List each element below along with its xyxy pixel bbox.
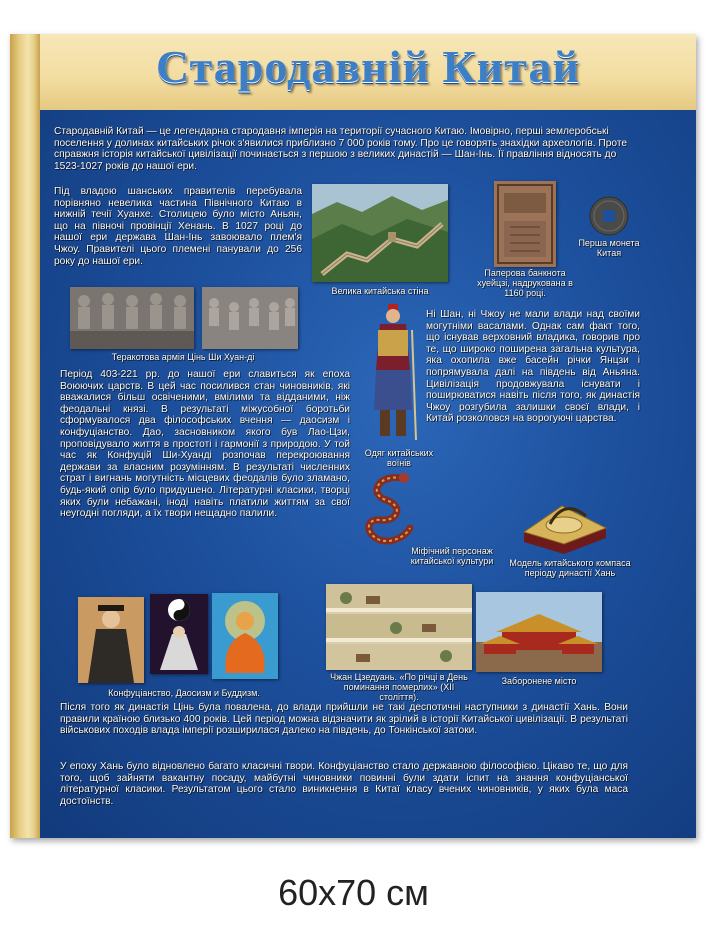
han-text-1: Після того як династія Цінь була повалена, до влади прийшли не такі деспотичні наступники з династії Хань. Вони правили країною близько 400 років. Цей період можна відзначити як зрілий в історії Китайської цивілізації. В результаті військових походів влада імперії розширилася далеко на південь, до Тонкінської затоки.	[60, 702, 628, 737]
warrior-figure	[366, 300, 420, 450]
laozi-image	[150, 594, 208, 674]
religions-caption: Конфуціанство, Даосизм и Буддизм.	[108, 688, 260, 698]
forbidden-city-image	[476, 592, 602, 672]
coin-caption: Перша монета Китая	[578, 238, 640, 258]
scroll-painting-caption: Чжан Цзедуань. «По річці в День поминання померлих» (XII століття).	[330, 672, 468, 702]
coin-image	[589, 196, 629, 236]
buddha-image	[212, 593, 278, 679]
size-label: 60x70 см	[278, 872, 429, 913]
dragon-caption: Міфічний персонаж китайської культури	[410, 546, 494, 566]
terracotta-image-right	[202, 287, 298, 349]
dragon-image	[358, 470, 420, 548]
compass-image	[516, 478, 612, 558]
banknote-caption: Паперова банкнота хуейцзі, надрукована в 1160 році.	[477, 268, 573, 298]
great-wall-image	[312, 184, 448, 282]
poster-title: Стародавній Китай	[156, 41, 580, 92]
zhou-text: Ні Шан, ні Чжоу не мали влади над своїми могутніми васалами. Однак сам факт того, що існував верховний владика, говорив про те, що широко поширена загальна культура, яка охопила вже басейн річки Янцзи і попрямувала далі на південь від Аньяна. Цивілізація продовжувала існувати і поширюватися навіть після того, як династія Чжоу розгубила залишки своєї влади, і Китай розколовся на ворогуючі царства.	[426, 309, 640, 425]
terracotta-caption: Теракотова армія Цінь Ши Хуан-ді	[111, 352, 255, 362]
great-wall-caption: Велика китайська стіна	[331, 286, 429, 296]
compass-caption: Модель китайського компаса періоду династії Хань	[509, 558, 631, 578]
warring-states-text: Період 403-221 рр. до нашої ери славиться як епоха Воюючих царств. В цей час посилився стан чиновників, які вважалися більш освіченими, вмілими та відданими, ніж феодальні князі. В результаті міжусобної боротьби сформувалося два філософських вчення — даосизм і конфуціанство. Дао, засновником якого був Лао-Цзи, проповідувало життя в простоті і гармонії з природою. У той час як Конфуцій Ши-Хуанді розпочав перекроювання держави за власним розумінням. В результаті численних страт і вигнань могутність місцевих феодалів було зламано, будь-який опір було придушено. Літературні класики, творці яких були небажані, іноді навіть платили життям за свої неугодні погляди, а їх твори нещадно палили.	[60, 369, 350, 520]
terracotta-image-left	[70, 287, 194, 349]
confucius-image	[78, 597, 144, 683]
clothing-caption: Одяг китайських воїнів	[364, 448, 434, 468]
han-text-2: У епоху Хань було відновлено багато класичні твори. Конфуціанство стало державною філософією. Цікаво те, що для того, щоб зайняти вакантну посаду, майбутні чиновники повинні були здати іспит на знання конфуціанської літературної класики. Результатом цього стало виникнення в Китаї класу вчених чиновників, у яких була маса достоїнств.	[60, 761, 628, 807]
forbidden-city-caption: Заборонене місто	[501, 676, 577, 686]
shang-text: Під владою шанських правителів перебувала порівняно невелика частина Північного Китаю в нижній течії Хуанхе. Столицею було місто Аньян, що на півночі провінції Хенань. В 1027 році до нашої ери держава Шан-Інь завоювало плем'я Чжоу. Правителі цього племені панували до 256 року до нашої ери.	[54, 186, 302, 267]
intro-text: Стародавній Китай — це легендарна стародавня імперія на території сучасного Китаю. Імовірно, перші землеробські поселення у долинах китайських річок з'явилися приблизно 7 000 років тому. Про це говорять знахідки археологів. Проте справжня історія китайської цивілізації починається з першою з великих династій — Шан-Інь. Її правління відносять до 1523-1027 років до нашої ери.	[54, 126, 628, 172]
banknote-image	[494, 181, 556, 267]
scroll-painting-image	[326, 584, 472, 670]
title-bar	[40, 34, 696, 110]
